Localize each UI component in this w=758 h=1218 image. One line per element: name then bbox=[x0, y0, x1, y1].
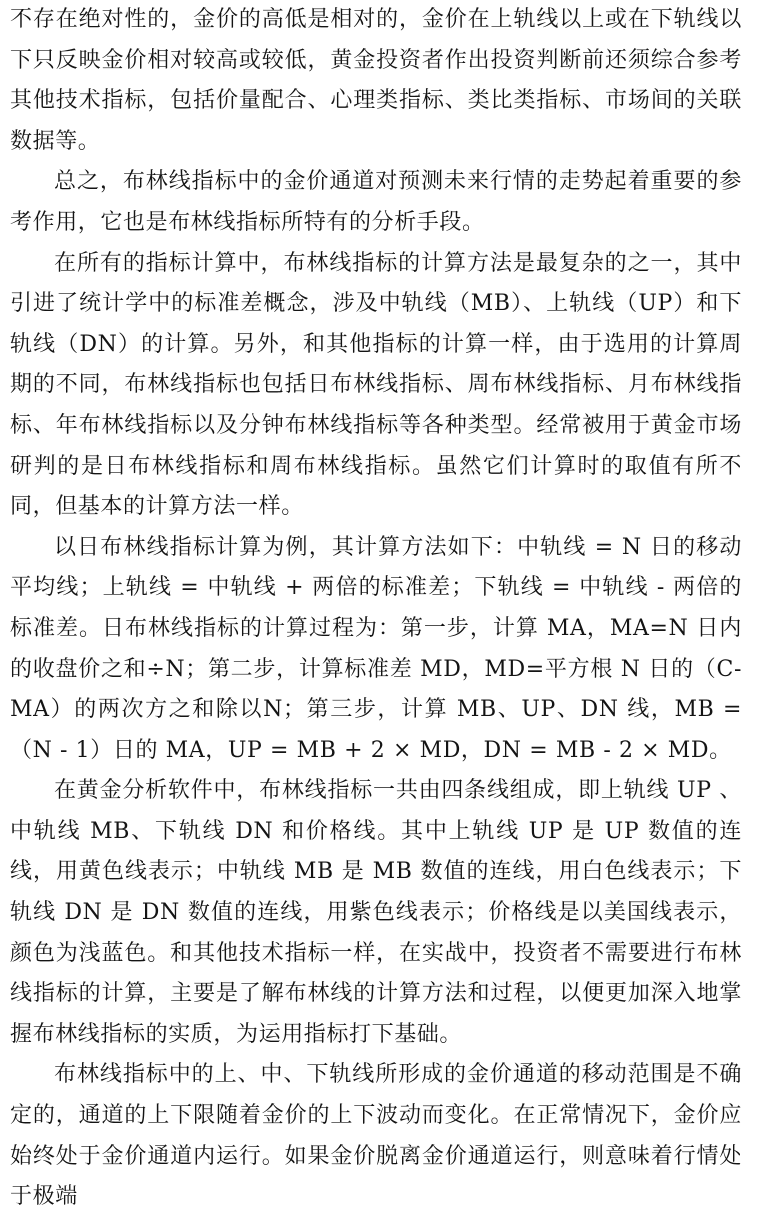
paragraph-2: 总之，布林线指标中的金价通道对预测未来行情的走势起着重要的参考作用，它也是布林线指标所特有的分析手段。 bbox=[10, 169, 742, 235]
paragraph-6: 布林线指标中的上、中、下轨线所形成的金价通道的移动范围是不确定的，通道的上下限随着金价的上下波动而变化。在正常情况下，金价应始终处于金价通道内运行。如果金价脱离金价通道运行，则意味着行情处于极端 bbox=[10, 1062, 742, 1210]
paragraph-5: 在黄金分析软件中，布林线指标一共由四条线组成，即上轨线 UP 、中轨线 MB、下轨线 DN 和价格线。其中上轨线 UP 是 UP 数值的连线，用黄色线表示；中轨线 MB 是 MB 数值的连线，用白色线表示；下轨线 DN 是 DN 数值的连线，用紫色线表示；价格线是以美国线表示，颜色为浅蓝色。和其他技术指标一样，在实战中，投资者不需要进行布林线指标的计算，主要是了解布林线的计算方法和过程，以便更加深入地掌握布林线指标的实质，为运用指标打下基础。 bbox=[10, 778, 742, 1047]
paragraph-1: 不存在绝对性的，金价的高低是相对的，金价在上轨线以上或在下轨线以下只反映金价相对较高或较低，黄金投资者作出投资判断前还须综合参考其他技术指标，包括价量配合、心理类指标、类比类指标、市场间的关联数据等。 bbox=[10, 7, 742, 154]
paragraph-3: 在所有的指标计算中，布林线指标的计算方法是最复杂的之一，其中引进了统计学中的标准差概念，涉及中轨线（MB）、上轨线（UP）和下轨线（DN）的计算。另外，和其他指标的计算一样，由于选用的计算周期的不同，布林线指标也包括日布林线指标、周布林线指标、月布林线指标、年布林线指标以及分钟布林线指标等各种类型。经常被用于黄金市场研判的是日布林线指标和周布林线指标。虽然它们计算时的取值有所不同，但基本的计算方法一样。 bbox=[10, 250, 742, 520]
paragraph-4: 以日布林线指标计算为例，其计算方法如下：中轨线 = N 日的移动平均线；上轨线 = 中轨线 + 两倍的标准差；下轨线 = 中轨线 - 两倍的标准差。日布林线指标的计算过程为：第一步，计算 MA，MA=N 日内的收盘价之和÷N；第二步，计算标准差 MD，MD=平方根 N 日的（C-MA）的两次方之和除以N；第三步，计算 MB、UP、DN 线，MB =（N - 1）日的 MA，UP = MB + 2 × MD，DN = MB - 2 × MD。 bbox=[10, 534, 742, 763]
